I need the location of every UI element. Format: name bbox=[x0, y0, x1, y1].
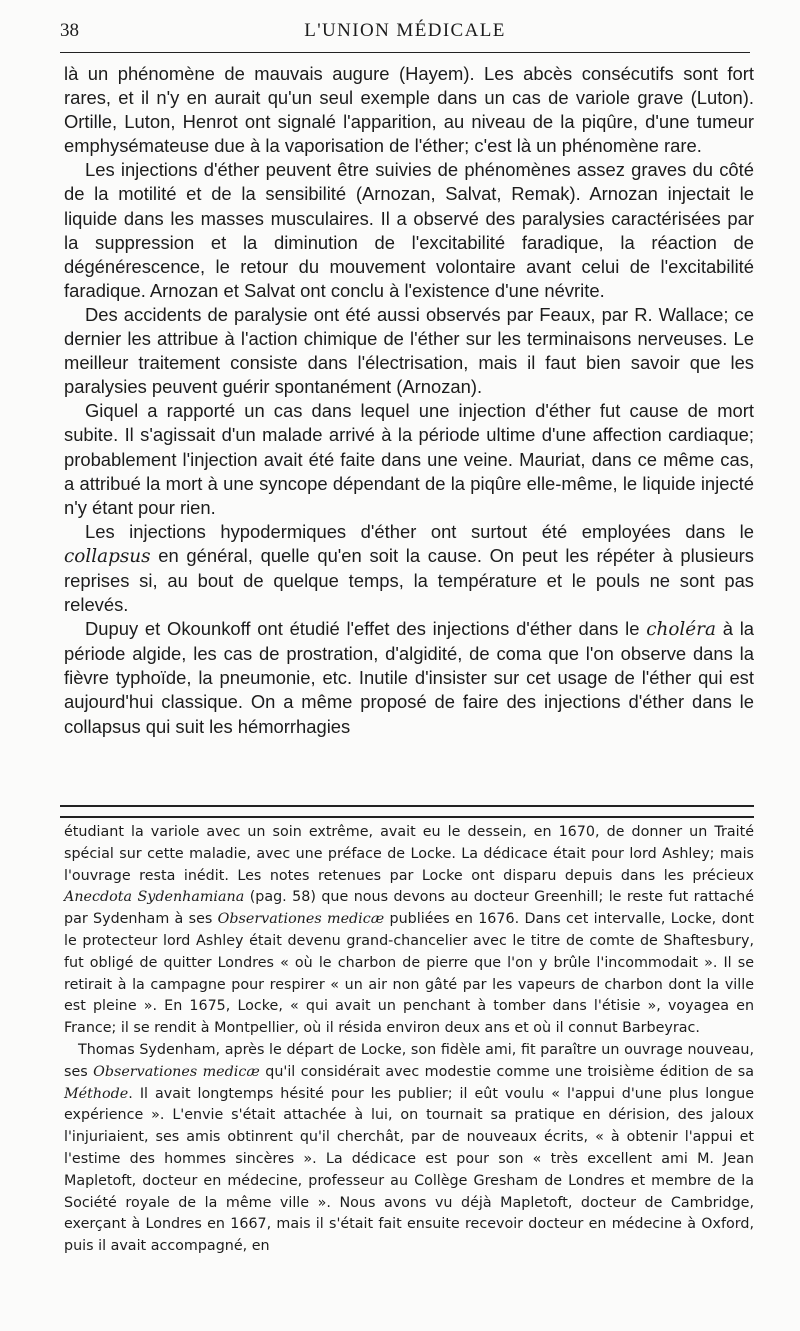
italic-title: Observationes medicæ bbox=[93, 1063, 260, 1080]
text-run: publiées en 1676. Dans cet intervalle, Locke, dont le protecteur lord Ashley était devenu grand-chancelier avec le titre de comte de Shaftesbury, fut obligé de quitter Londres « où le charbon de pierre que l'on y brûle l'incommodait ». Il se retirait à la campagne pour respirer « un air non gâté par les vapeurs de charbon dont la ville est pleine ». En 1675, Locke, « qui avait un penchant à tomber dans l'étisie », voyagea en France; il se rendit à Montpellier, où il résida environ deux ans et où il connut Barbeyrac. bbox=[64, 911, 754, 1037]
text-run: en général, quelle qu'en soit la cause. On peut les répéter à plusieurs reprises si, au bout de quelque temps, la température et le pouls ne sont pas relevés. bbox=[64, 544, 754, 616]
header-rule bbox=[60, 52, 750, 53]
footnote-paragraph bbox=[64, 1040, 754, 1258]
text-run: Thomas Sydenham, après le départ de Locke, son fidèle ami, fit paraître un ouvrage nouveau, ses bbox=[64, 1041, 754, 1080]
footnote-paragraph bbox=[64, 822, 754, 1040]
text-run: étudiant la variole avec un soin extrême, avait eu le dessein, en 1670, de donner un Traité spécial sur cette maladie, avec une préface de Locke. La dédicace était pour lord Ashley; mais l'ouvrage resta inédit. Les notes retenues par Locke ont disparu depuis dans les précieux bbox=[64, 824, 754, 884]
main-text bbox=[64, 62, 754, 739]
text-run: (pag. 58) que nous devons au docteur Greenhill; le reste fut rattaché par Sydenham à ses bbox=[64, 889, 754, 928]
paragraph: Giquel a rapporté un cas dans lequel une injection d'éther fut cause de mort subite. Il s'agissait d'un malade arrivé à la période ultime d'une affection cardiaque; probablement l'injection avait été faite dans une veine. Mauriat, dans ce même cas, a attribué la mort à une syncope dépendant de la piqûre elle-même, le liquide injecté n'y étant pour rien. bbox=[64, 400, 754, 518]
paragraph: Les injections d'éther peuvent être suivies de phénomènes assez graves du côté de la motilité et de la sensibilité (Arnozan, Salvat, Remak). Arnozan injectait le liquide dans les masses musculaires. Il a observé des paralysies caractérisées par la suppression et la diminution de l'excitabilité faradique, la réaction de dégénérescence, le retour du mouvement volontaire avant celui de l'excitabilité faradique. Arnozan et Salvat ont conclu à l'existence d'une névrite. bbox=[64, 159, 754, 301]
italic-term: choléra bbox=[646, 619, 716, 641]
footnote bbox=[64, 822, 754, 1258]
text-run: qu'il considérait avec modestie comme une troisième édition de sa bbox=[259, 1063, 754, 1080]
running-title: L'UNION MÉDICALE bbox=[304, 20, 506, 41]
paragraph: Des accidents de paralysie ont été aussi observés par Feaux, par R. Wallace; ce dernier les attribue à l'action chimique de l'éther sur les terminaisons nerveuses. Le meilleur traitement consiste dans l'électrisation, mais il faut bien savoir que les paralysies peuvent guérir spontanément (Arnozan). bbox=[64, 303, 754, 398]
italic-title: Méthode bbox=[64, 1085, 129, 1102]
text-run: Les injections hypodermiques d'éther ont surtout été employées dans le bbox=[85, 520, 754, 542]
page-number: 38 bbox=[60, 20, 79, 41]
text-run: Dupuy et Okounkoff ont étudié l'effet des injections d'éther dans le bbox=[85, 618, 647, 640]
italic-title: Anecdota Sydenhamiana bbox=[64, 889, 245, 906]
italic-title: Observationes medicæ bbox=[217, 911, 385, 928]
paragraph: là un phénomène de mauvais augure (Hayem). Les abcès consécutifs sont fort rares, et il n'y en aurait qu'un seul exemple dans un cas de variole grave (Luton). Ortille, Luton, Henrot ont signalé l'apparition, au niveau de la piqûre, d'une tumeur emphysémateuse due à la vaporisation de l'éther; c'est là un phénomène rare. bbox=[64, 63, 754, 157]
page-header bbox=[60, 18, 750, 48]
paragraph bbox=[64, 617, 754, 738]
paragraph bbox=[64, 520, 754, 617]
text-run: à la période algide, les cas de prostration, d'algidité, de coma que l'on observe dans la fièvre typhoïde, la pneumonie, etc. Inutile d'insister sur cet usage de l'éther qui est aujourd'hui classique. On a même proposé de faire des injections d'éther dans le collapsus qui suit les hémorrhagies bbox=[64, 618, 755, 737]
footnote-separator bbox=[60, 805, 754, 818]
text-run: . Il avait longtemps hésité pour les publier; il eût voulu « l'appui d'une plus longue expérience ». L'envie s'était attachée à lui, on tournait sa pratique en dérision, des jaloux l'injuriaient, ses amis obtinrent qu'il cherchât, par de nouveaux écrits, « à obtenir l'appui et l'estime des hommes sincères ». La dédicace est pour son « très excellent ami M. Jean Mapletoft, docteur en médecine, professeur au Collège Gresham de Londres et membre de la Société royale de la même ville ». Nous avons vu déjà Mapletoft, docteur de Cambridge, exerçant à Londres en 1667, mais il s'était fait ensuite recevoir docteur en médecine à Oxford, puis il avait accompagné, en bbox=[64, 1085, 754, 1255]
italic-term: collapsus bbox=[64, 545, 151, 567]
